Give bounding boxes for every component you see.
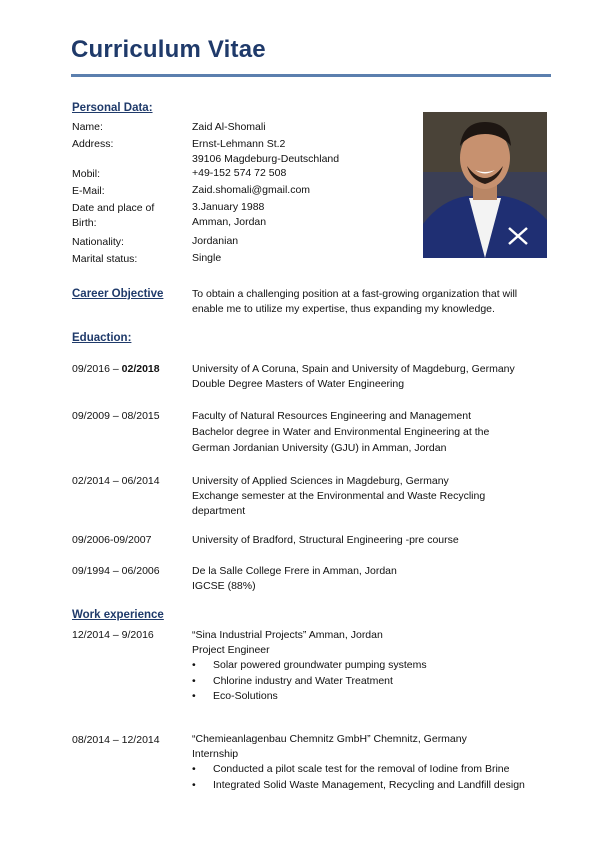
page-title: Curriculum Vitae — [71, 36, 266, 63]
address-line-2: 39106 Magdeburg-Deutschland — [192, 153, 340, 165]
education-line: University of A Coruna, Spain and University of Magdeburg, Germany — [192, 363, 515, 375]
education-line: IGCSE (88%) — [192, 580, 256, 592]
nationality-label: Nationality: — [72, 236, 124, 248]
mobile-value: +49-152 574 72 508 — [192, 167, 287, 179]
education-line: Faculty of Natural Resources Engineering and Management — [192, 410, 471, 422]
name-label: Name: — [72, 121, 103, 133]
education-heading: Eduaction: — [72, 332, 132, 344]
birth-label-line-2: Birth: — [72, 217, 97, 229]
education-date: 09/2016 – 02/2018 — [72, 363, 160, 375]
education-line: University of Applied Sciences in Magdeburg, Germany — [192, 475, 449, 487]
career-objective-heading: Career Objective — [72, 288, 164, 300]
work-bullet-list — [192, 658, 427, 705]
birth-date: 3.January 1988 — [192, 201, 265, 213]
work-date: 08/2014 – 12/2014 — [72, 734, 160, 746]
education-date: 02/2014 – 06/2014 — [72, 475, 160, 487]
work-role: Project Engineer — [192, 644, 270, 656]
nationality-value: Jordanian — [192, 235, 239, 247]
work-bullet: • Chlorine industry and Water Treatment — [192, 674, 427, 690]
education-line: De la Salle College Frere in Amman, Jordan — [192, 565, 397, 577]
work-bullet: • Solar powered groundwater pumping systems — [192, 658, 427, 674]
marital-label: Marital status: — [72, 253, 138, 265]
address-line-1: Ernst-Lehmann St.2 — [192, 138, 286, 150]
career-objective-line-2: enable me to utilize my expertise, thus expanding my knowledge. — [192, 303, 495, 315]
birth-label-line-1: Date and place of — [72, 202, 155, 214]
education-line: Bachelor degree in Water and Environmental Engineering at the — [192, 426, 490, 438]
work-bullet-list — [192, 762, 525, 793]
education-date: 09/2006-09/2007 — [72, 534, 152, 546]
title-divider — [71, 74, 551, 77]
education-line: German Jordanian University (GJU) in Amman, Jordan — [192, 442, 447, 454]
education-date: 09/1994 – 06/2006 — [72, 565, 160, 577]
name-value: Zaid Al-Shomali — [192, 121, 266, 133]
career-objective-line-1: To obtain a challenging position at a fast-growing organization that will — [192, 288, 518, 300]
email-value: Zaid.shomali@gmail.com — [192, 184, 311, 196]
address-label: Address: — [72, 138, 114, 150]
education-line: department — [192, 505, 246, 517]
profile-photo — [423, 112, 547, 258]
birth-place: Amman, Jordan — [192, 216, 267, 228]
work-bullet: • Conducted a pilot scale test for the removal of Iodine from Brine — [192, 762, 525, 778]
work-bullet: • Eco-Solutions — [192, 689, 427, 705]
work-experience-heading: Work experience — [72, 609, 164, 621]
education-line: Double Degree Masters of Water Engineering — [192, 378, 405, 390]
email-label: E-Mail: — [72, 185, 105, 197]
personal-data-heading: Personal Data: — [72, 102, 153, 114]
work-role: Internship — [192, 748, 239, 760]
work-company: “Chemieanlagenbau Chemnitz GmbH” Chemnitz, Germany — [192, 733, 467, 745]
education-date: 09/2009 – 08/2015 — [72, 410, 160, 422]
work-date: 12/2014 – 9/2016 — [72, 629, 154, 641]
work-company: “Sina Industrial Projects” Amman, Jordan — [192, 629, 383, 641]
education-line: Exchange semester at the Environmental and Waste Recycling — [192, 490, 486, 502]
work-bullet: • Integrated Solid Waste Management, Recycling and Landfill design — [192, 778, 525, 794]
education-line: University of Bradford, Structural Engineering -pre course — [192, 534, 459, 546]
mobile-label: Mobil: — [72, 168, 101, 180]
marital-value: Single — [192, 252, 222, 264]
